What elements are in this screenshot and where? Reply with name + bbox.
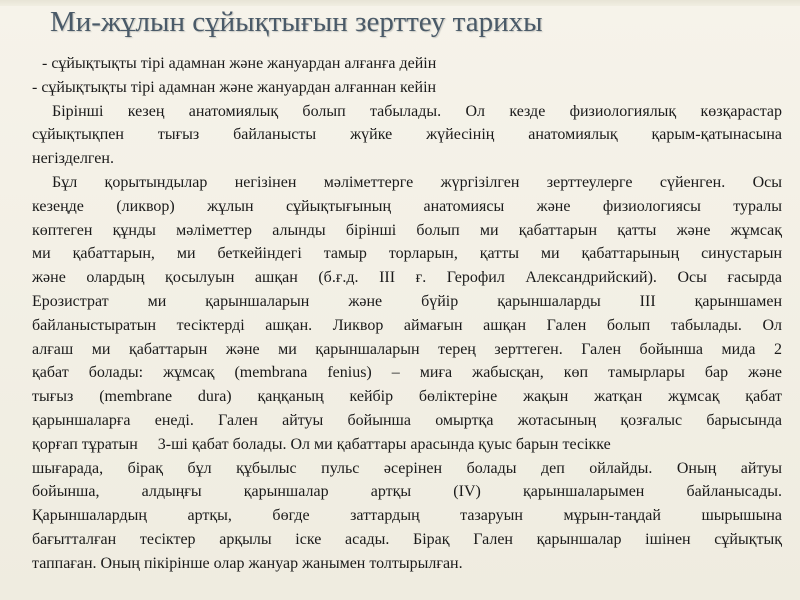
paragraph-line: Бірінші кезең анатомиялық болып табылады. Ол кезде физиологиялық көзқарастар — [52, 102, 782, 120]
paragraph-line: көптеген құнды мәліметтер алынды бірінші болып ми қабаттарын қатты және жұмсақ — [32, 221, 782, 239]
paragraph-line: ми қабаттарын, ми беткейіндегі тамыр торларын, қатты ми қабаттарының синустарын — [32, 245, 782, 263]
list-item: - сұйықтықты тірі адамнан және жануардан алғаннан кейін — [32, 78, 437, 96]
paragraph-line: қабат болады: жұмсақ (membrana fenius) – миға жабысқан, көп тамырлары бар және — [32, 364, 782, 382]
paragraph-line: кезеңде (ликвор) жұлын сұйықтығының анатомиясы және физиологиясы туралы — [32, 197, 782, 215]
paragraph-line: тығыз (membrane dura) қаңқаның кейбір бөліктеріне жақын жатқан жұмсақ қабат — [32, 388, 782, 406]
paragraph-line: Қарыншалардың артқы, бөгде заттардың тазаруын мұрын-таңдай шырышына — [32, 507, 782, 525]
paragraph-line: негізделген. — [32, 150, 114, 168]
paragraph-line: таппаған. Оның пікірінше олар жануар жанымен толтырылған. — [32, 554, 463, 572]
slide-body — [32, 52, 782, 576]
paragraph-line: және олардың қосылуын ашқан (б.ғ.д. ІІІ ғ. Герофил Александрийский). Осы ғасырда — [32, 269, 782, 287]
paragraph-line: шығарада, бірақ бұл құбылыс пульс әсерінен болады деп ойлайды. Оның айтуы — [32, 459, 782, 477]
paragraph-line: бағытталған тесіктер арқылы іске асады. Бірақ Гален қарыншалар ішінен сұйықтық — [32, 530, 782, 548]
paragraph-line: қарыншаларға енеді. Гален айтуы бойынша омыртқа жотасының қозғалыс барысында — [32, 411, 782, 429]
paragraph-line: байланыстыратын тесіктерді ашқан. Ликвор аймағын ашқан Гален болып табылады. Ол — [32, 316, 782, 334]
slide-title: Ми-жұлын сұйықтығын зерттеу тарихы — [50, 6, 543, 38]
paragraph-line: Ерозистрат ми қарыншаларын және бүйір қарыншаларды ІІІ қарыншамен — [32, 292, 782, 310]
list-item: - сұйықтықты тірі адамнан және жануардан алғанға дейін — [42, 55, 437, 72]
paragraph-line: қорғап тұратын 3-ші қабат болады. Ол ми қабаттары арасында қуыс барын тесікке — [32, 435, 611, 453]
paragraph-line: сұйықтықпен тығыз байланысты жүйке жүйесінің анатомиялық қарым-қатынасына — [32, 126, 782, 144]
paragraph-line: бойынша, алдыңғы қарыншалар артқы (ІV) қарыншаларымен байланысады. — [32, 483, 782, 501]
paragraph-line: алғаш ми қабаттарын және ми қарыншаларын терең зерттеген. Гален бойынша мида 2 — [32, 340, 782, 358]
paragraph-line: Бұл қорытындылар негізінен мәліметтерге жүргізілген зерттеулерге сүйенген. Осы — [52, 173, 782, 191]
